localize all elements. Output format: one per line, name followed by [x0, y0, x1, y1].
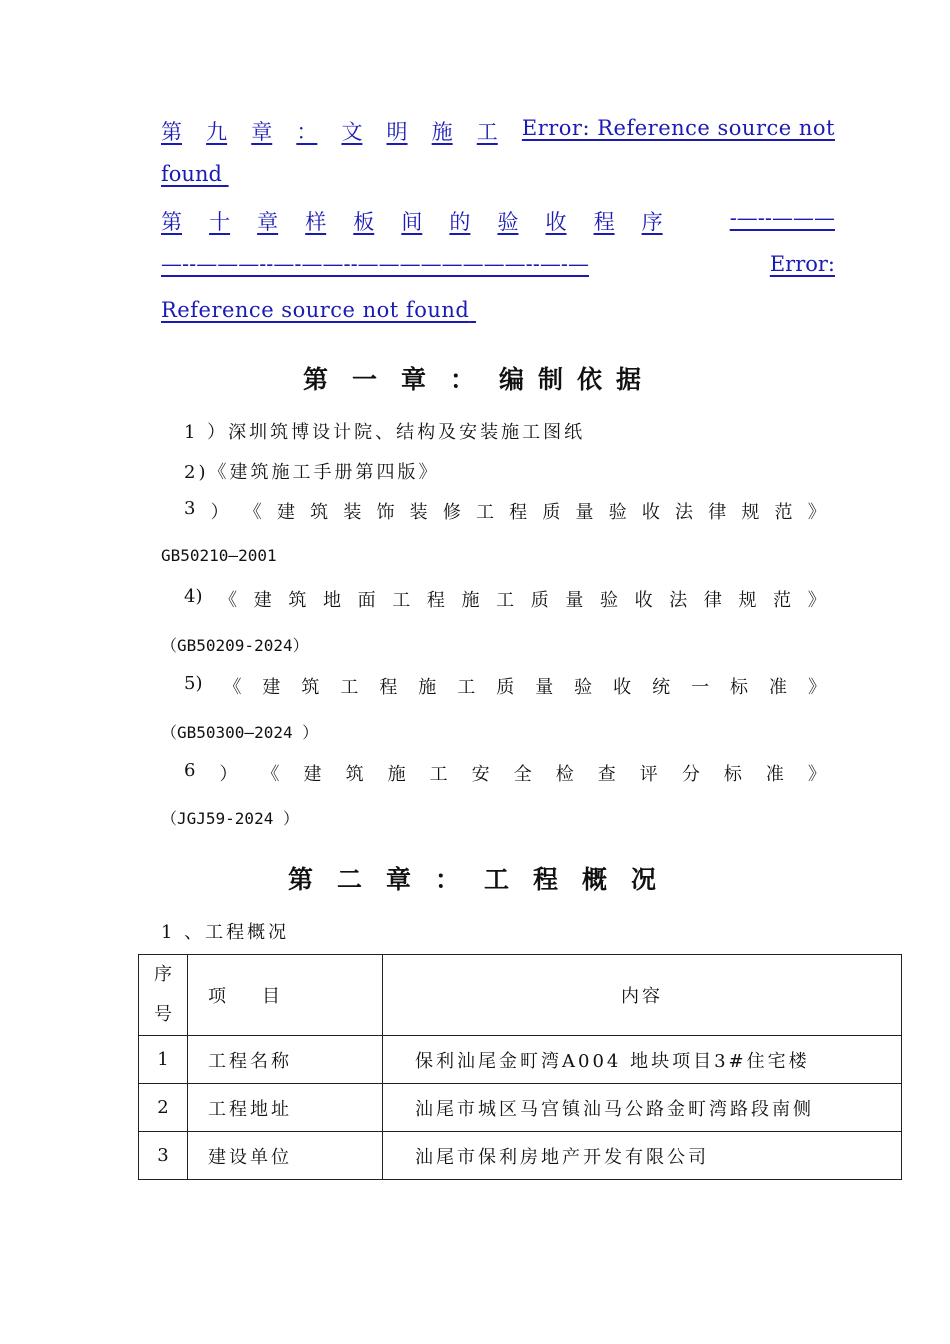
table-row — [139, 1084, 902, 1132]
cell-item: 工程地址 — [188, 1084, 383, 1132]
toc-chapter-10-line[interactable] — [161, 206, 835, 236]
basis-item-2: 2)《建筑施工手册第四版》 — [184, 462, 440, 483]
text-part: 《 — [261, 764, 280, 785]
toc-char[interactable]: 验 — [497, 210, 519, 234]
header-cell-content: 内容 — [383, 955, 902, 1036]
text-part: ） — [210, 502, 229, 523]
title-char: 章 — [400, 365, 432, 394]
standard-code: （JGJ59-2024 ） — [161, 809, 299, 828]
title-char: 二 — [336, 865, 368, 894]
toc-error-ref[interactable]: Error: Reference source not — [521, 116, 835, 140]
text-part: 收 — [634, 590, 653, 611]
text-part: 筑 — [288, 590, 307, 611]
toc-trailing-space[interactable] — [469, 298, 476, 322]
toc-trailing-space[interactable] — [222, 162, 229, 186]
toc-chapter-9-cont[interactable] — [161, 162, 835, 186]
table-row — [139, 1132, 902, 1180]
toc-error-ref-cont[interactable]: Reference source not found — [161, 298, 470, 322]
title-char: 据 — [616, 365, 648, 394]
title-char: 概 — [582, 865, 614, 894]
text-part: 工 — [340, 677, 359, 698]
text-part: 一 — [691, 677, 710, 698]
toc-chapter-10-cont[interactable] — [161, 298, 835, 322]
text-part: 工 — [496, 590, 515, 611]
text-part: 查 — [597, 764, 616, 785]
title-char: 章 — [385, 865, 417, 894]
toc-char[interactable]: 间 — [401, 210, 423, 234]
title-char: 程 — [533, 865, 565, 894]
basis-item-5 — [184, 673, 826, 699]
cell-seq: 3 — [139, 1132, 188, 1180]
text-part: 施 — [387, 764, 406, 785]
text-part: 饰 — [376, 502, 395, 523]
cell-content: 汕尾市保利房地产开发有限公司 — [383, 1132, 902, 1180]
toc-chapter-10-line-2[interactable] — [161, 252, 835, 276]
toc-char[interactable]: 明 — [386, 120, 408, 144]
title-char: 况 — [631, 865, 663, 894]
text-part: 《 — [223, 677, 242, 698]
text-part: 施 — [461, 590, 480, 611]
text-part: 》 — [807, 677, 826, 698]
basis-item-1: 1 ）深圳筑博设计院、结构及安装施工图纸 — [184, 422, 586, 443]
title-char: 依 — [577, 365, 609, 394]
toc-char[interactable]: 施 — [431, 120, 453, 144]
text-part: 6 — [184, 760, 196, 781]
title-char: 一 — [351, 365, 383, 394]
cell-seq: 2 — [139, 1084, 188, 1132]
text-part: 质 — [530, 590, 549, 611]
text-part: 全 — [513, 764, 532, 785]
text-part: 3 — [184, 498, 196, 519]
text-part: 法 — [675, 502, 694, 523]
text-part: 验 — [608, 502, 627, 523]
toc-dash-leader[interactable]: -—--——— — [729, 206, 835, 230]
text-part: 标 — [730, 677, 749, 698]
text-part: 验 — [574, 677, 593, 698]
basis-item-4 — [184, 586, 826, 612]
toc-chapter-9-line[interactable] — [161, 116, 835, 146]
toc-char[interactable]: 序 — [641, 210, 663, 234]
toc-dash-leader[interactable]: —--———--—-——--————————--—-— — [161, 252, 589, 276]
basis-item-6 — [184, 760, 826, 786]
text-part: 》 — [807, 590, 826, 611]
text-part: 验 — [599, 590, 618, 611]
text-part: 规 — [738, 590, 757, 611]
text-part: 工 — [429, 764, 448, 785]
text-part: 质 — [542, 502, 561, 523]
text-part: 律 — [708, 502, 727, 523]
text-part: 筑 — [301, 677, 320, 698]
toc-char[interactable]: 章 — [257, 210, 279, 234]
title-char: 第 — [287, 865, 319, 894]
cell-content: 保利汕尾金町湾A004 地块项目3#住宅楼 — [383, 1036, 902, 1084]
title-char: 制 — [538, 365, 570, 394]
text-part: 量 — [565, 590, 584, 611]
title-char: 工 — [484, 865, 516, 894]
toc-char[interactable]: 章 — [251, 120, 273, 144]
text-part: 统 — [652, 677, 671, 698]
title-char: ： — [449, 365, 481, 394]
table-header-row — [139, 955, 902, 1036]
toc-char[interactable]: 第 — [161, 120, 182, 144]
table-row — [139, 1036, 902, 1084]
basis-item-3 — [184, 498, 826, 524]
standard-code: GB50210—2001 — [161, 546, 277, 565]
text-part: 筑 — [310, 502, 329, 523]
text-part: 准 — [765, 764, 784, 785]
chapter-1-title — [0, 360, 950, 396]
header-seq-bottom: 号 — [154, 1004, 172, 1025]
text-part: 范 — [774, 502, 793, 523]
text-part: 建 — [303, 764, 322, 785]
cell-content: 汕尾市城区马宫镇汕马公路金町湾路段南侧 — [383, 1084, 902, 1132]
project-overview-table — [138, 954, 902, 1180]
standard-code: （GB50209-2024） — [161, 636, 309, 655]
text-part: 地 — [322, 590, 341, 611]
text-part: 安 — [471, 764, 490, 785]
text-part: 程 — [509, 502, 528, 523]
toc-char[interactable]: 板 — [353, 210, 375, 234]
text-part: 工 — [457, 677, 476, 698]
cell-seq: 1 — [139, 1036, 188, 1084]
text-part: 工 — [392, 590, 411, 611]
toc-error-label[interactable]: Error: — [769, 252, 835, 276]
text-part: 5) — [184, 673, 203, 694]
chapter-2-title — [0, 860, 950, 896]
text-part: 建 — [262, 677, 281, 698]
text-part: 《 — [243, 502, 262, 523]
cell-item: 建设单位 — [188, 1132, 383, 1180]
toc-char[interactable]: ： — [296, 120, 318, 144]
text-part: 建 — [276, 502, 295, 523]
text-part: 程 — [379, 677, 398, 698]
text-part: 量 — [575, 502, 594, 523]
text-part: 4) — [184, 586, 203, 607]
header-cell-seq — [139, 955, 188, 1036]
text-part: 收 — [641, 502, 660, 523]
text-part: 标 — [723, 764, 742, 785]
text-part: 质 — [496, 677, 515, 698]
text-part: 律 — [703, 590, 722, 611]
text-part: 施 — [418, 677, 437, 698]
text-part: 分 — [681, 764, 700, 785]
text-part: 工 — [476, 502, 494, 523]
toc-char[interactable]: 程 — [593, 210, 615, 234]
text-part: 检 — [555, 764, 574, 785]
text-part: 收 — [613, 677, 632, 698]
title-char: 第 — [302, 365, 334, 394]
toc-char[interactable]: 十 — [209, 210, 231, 234]
text-part: 面 — [357, 590, 376, 611]
text-part: 修 — [442, 502, 461, 523]
text-part: ） — [219, 764, 238, 785]
toc-char[interactable]: 工 — [476, 120, 498, 144]
header-seq-top: 序 — [154, 964, 172, 985]
text-part: 评 — [639, 764, 658, 785]
header-cell-item: 项 目 — [188, 955, 383, 1036]
section-subtitle: 1 、工程概况 — [161, 922, 290, 943]
text-part: 程 — [426, 590, 445, 611]
text-part: 法 — [669, 590, 688, 611]
text-part: 》 — [807, 764, 826, 785]
text-part: 《 — [219, 590, 238, 611]
toc-error-ref-cont[interactable]: found — [161, 162, 222, 186]
cell-item: 工程名称 — [188, 1036, 383, 1084]
title-char: 编 — [499, 365, 531, 394]
toc-char[interactable]: 收 — [545, 210, 567, 234]
toc-char[interactable]: 第 — [161, 210, 182, 234]
text-part: 范 — [773, 590, 792, 611]
text-part: 量 — [535, 677, 554, 698]
toc-char[interactable]: 样 — [305, 210, 327, 234]
toc-char[interactable]: 文 — [341, 120, 363, 144]
standard-code: （GB50300—2024 ） — [161, 723, 319, 742]
text-part: 》 — [807, 502, 826, 523]
toc-char[interactable]: 的 — [449, 210, 471, 234]
text-part: 建 — [253, 590, 272, 611]
text-part: 装 — [409, 502, 428, 523]
text-part: 准 — [769, 677, 788, 698]
text-part: 装 — [343, 502, 362, 523]
title-char: ： — [434, 865, 466, 894]
text-part: 规 — [741, 502, 760, 523]
toc-char[interactable]: 九 — [206, 120, 228, 144]
text-part: 筑 — [345, 764, 364, 785]
